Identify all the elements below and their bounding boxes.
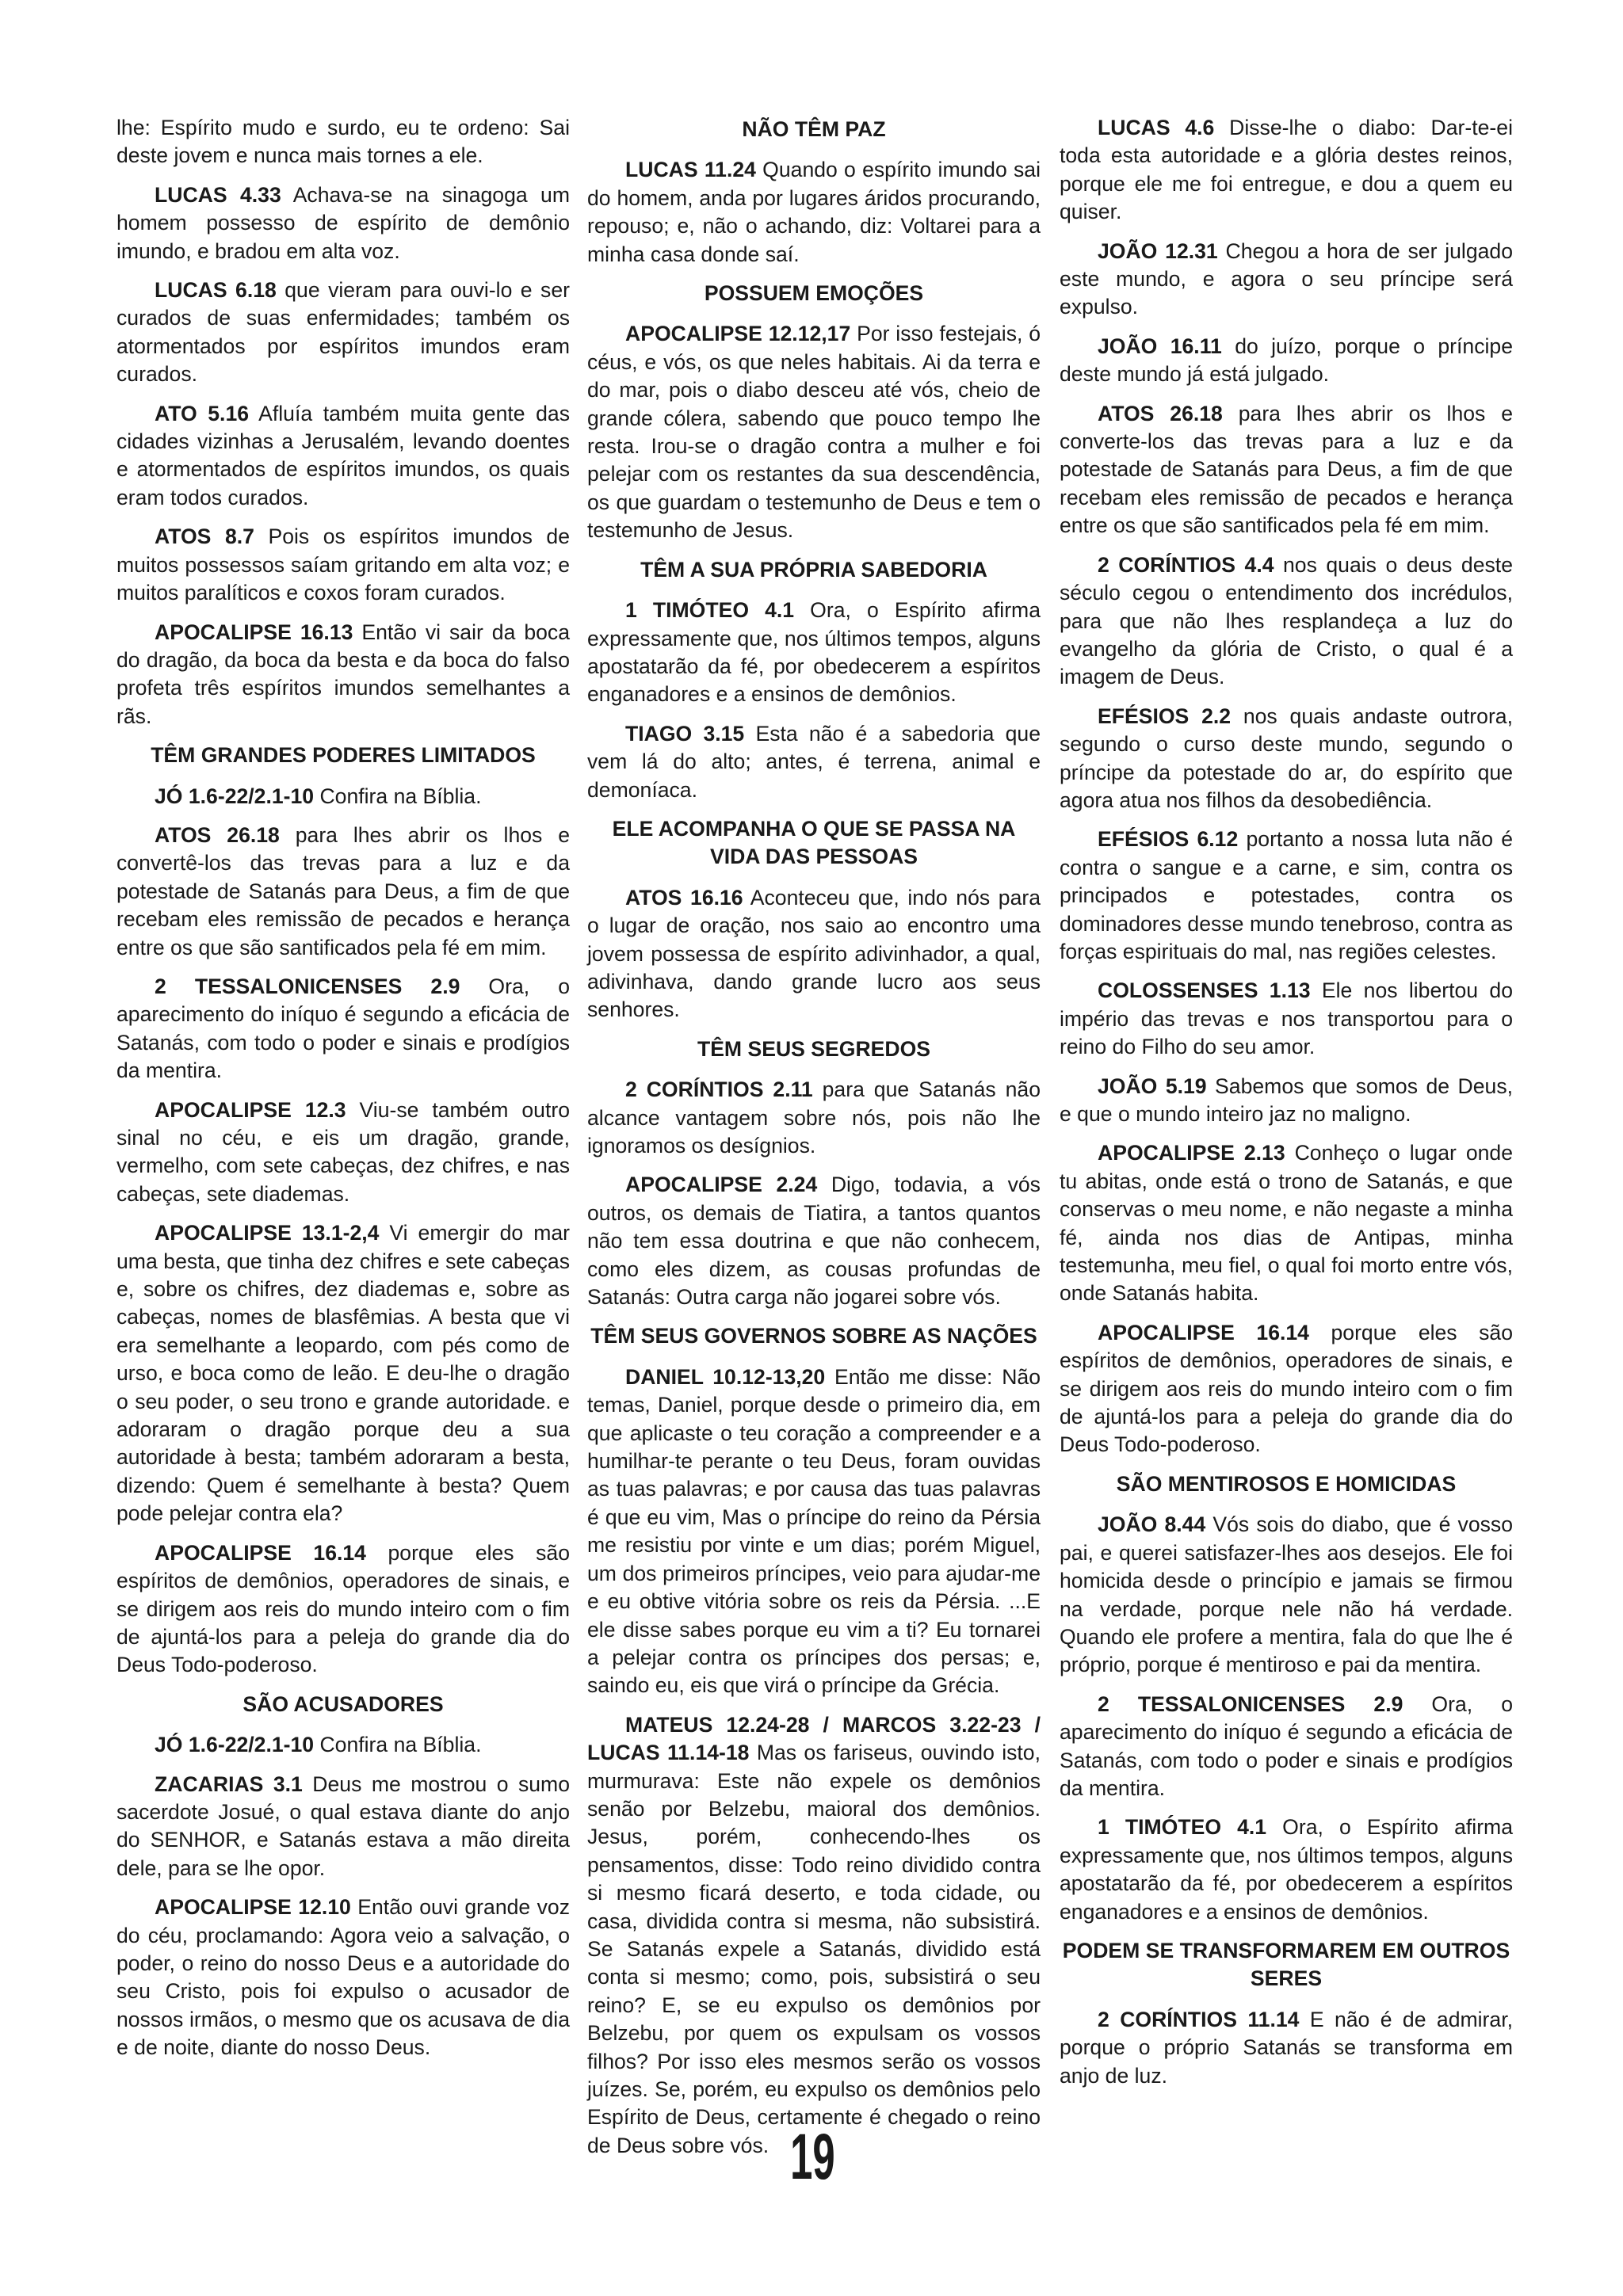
verse-paragraph [587,156,1041,269]
verse-reference: APOCALIPSE 13.1-2,4 [155,1221,380,1245]
verse-paragraph [1060,333,1513,389]
verse-paragraph [1060,551,1513,692]
verse-paragraph [587,597,1041,709]
verse-paragraph [587,720,1041,804]
verse-paragraph [1060,703,1513,815]
verse-reference: APOCALIPSE 2.13 [1098,1141,1285,1165]
verse-reference: LUCAS 4.33 [155,182,281,207]
section-heading: TÊM GRANDES PODERES LIMITADOS [151,743,536,768]
verse-text: para que Satanás não alcance vantagem sobre nós, pois não lhe ignoramos os desígnios. [587,1077,1041,1158]
verse-reference: 2 CORÍNTIOS 4.4 [1098,552,1274,577]
verse-paragraph [587,320,1041,544]
verse-text: Ora, o aparecimento do iníquo é segundo a eficácia de Satanás, com todo o poder e sinais e prodígios da mentira. [1060,1691,1513,1800]
column-3 [1060,114,1513,2101]
section-heading: SÃO MENTIROSOS E HOMICIDAS [1116,1471,1457,1496]
verse-paragraph [587,884,1041,1024]
verse-reference: ZACARIAS 3.1 [155,1772,303,1796]
verse-reference: 2 CORÍNTIOS 11.14 [1098,2007,1300,2031]
verse-text: portanto a nossa luta não é contra o sangue e a carne, e sim, contra os principados e potestades, contra os dominadores desse mundo tenebroso, contra as forças espirituais do mal, nas regiões celestes. [1060,827,1513,963]
verse-reference: EFÉSIOS 2.2 [1098,704,1232,728]
verse-paragraph [116,181,570,265]
verse-reference: DANIEL 10.12-13,20 [625,1364,826,1389]
verse-text: Deus me mostrou o sumo sacerdote Josué, o qual estava diante do anjo do SENHOR, e Satanás estava a mão direita dele, para se lhe opor. [116,1772,570,1880]
verse-reference: ATOS 8.7 [155,524,254,549]
verse-reference: APOCALIPSE 16.13 [155,620,353,644]
verse-paragraph [116,1539,570,1680]
verse-paragraph [1060,1139,1513,1307]
verse-text: Então vi sair da boca do dragão, da boca da besta e da boca do falso profeta três espíritos imundos semelhantes a rãs. [116,620,571,728]
verse-text: Por isso festejais, ó céus, e vós, os que neles habitais. Ai da terra e do mar, pois o diabo desceu até vós, cheio de grande cólera, sabendo que pouco tempo lhe resta. Irou-se o dragão contra a mulher e foi pelejar com os restantes da sua descendência, os que guardam o testemunho de Deus e tem o testemunho de Jesus. [587,322,1041,543]
verse-text: Digo, todavia, a vós outros, os demais de Tiatira, a tantos quantos não tem essa doutrina e que não conhecem, como eles dizem, as cousas profundas de Satanás: Outra carga não jogarei sobre vós. [587,1173,1041,1310]
verse-text: Viu-se também outro sinal no céu, e eis um dragão, grande, vermelho, com sete cabeças, dez chifres, e nas cabeças, sete diademas. [116,1097,570,1206]
verse-text: Ora, o Espírito afirma expressamente que, nos últimos tempos, alguns apostatarão da fé, por obedecerem a espíritos enganadores e a ensinos de demônios. [587,598,1041,707]
verse-reference: APOCALIPSE 12.12,17 [625,322,851,346]
verse-paragraph [1060,2006,1513,2090]
verse-reference: 2 TESSALONICENSES 2.9 [155,974,460,998]
verse-text: do juízo, porque o príncipe deste mundo já está julgado. [1060,334,1514,387]
verse-text: Vi emergir do mar uma besta, que tinha dez chifres e sete cabeças e, sobre os chifres, dez diademas e, sobre as cabeças, nomes de blasfêmias. A besta que vi era semelhante a leopardo, com pés como de urso, e boca como de leão. E deu-lhe o dragão o seu poder, o seu trono e grande autoridade. e adoraram o dragão porque deu a sua autoridade à besta; também adoraram a besta, dizendo: Quem é semelhante à besta? Quem pode pelejar contra ela? [116,1221,570,1526]
verse-text: Esta não é a sabedoria que vem lá do alto; antes, é terrena, animal e demoníaca. [587,721,1041,802]
verse-text: Então ouvi grande voz do céu, proclamando: Agora veio a salvação, o poder, o reino do nosso Deus e a autoridade do seu Cristo, pois foi expulso o acusador de nossos irmãos, o mesmo que os acusava de dia e de noite, diante do nosso Deus. [116,1895,570,2060]
verse-text: porque eles são espíritos de demônios, operadores de sinais, e se dirigem aos reis do mundo inteiro com o fim de ajuntá-los para a peleja do grande dia do Deus Todo-poderoso. [1060,1320,1514,1457]
verse-paragraph [116,783,570,810]
verse-text: Ora, o aparecimento do iníquo é segundo a eficácia de Satanás, com todo o poder e sinais e prodígios da mentira. [116,974,570,1083]
verse-reference: ATO 5.16 [155,401,250,425]
verse-reference: EFÉSIOS 6.12 [1098,827,1239,852]
section-heading: ELE ACOMPANHA O QUE SE PASSA NA VIDA DAS PESSOAS [612,816,1016,869]
verse-paragraph [587,1171,1041,1311]
verse-reference: COLOSSENSES 1.13 [1098,978,1311,1003]
page-number: 19 [790,2121,835,2193]
verse-text: Pois os espíritos imundos de muitos possessos saíam gritando em alta voz; e muitos paralíticos e coxos foram curados. [116,524,570,605]
section-heading: SÃO ACUSADORES [242,1691,444,1716]
verse-reference: 2 TESSALONICENSES 2.9 [1098,1691,1403,1716]
verse-reference: JOÃO 16.11 [1098,334,1222,358]
section-heading: TÊM SEUS GOVERNOS SOBRE AS NAÇÕES [590,1324,1037,1348]
verse-paragraph [116,1097,570,1209]
verse-reference: JÓ 1.6-22/2.1-10 [155,784,315,808]
verse-paragraph [1060,826,1513,966]
verse-paragraph [587,1076,1041,1160]
verse-text: Disse-lhe o diabo: Dar-te-ei toda esta autoridade e a glória destes reinos, porque ele me foi entregue, e dou a quem eu quiser. [1060,116,1513,224]
verse-reference: JOÃO 5.19 [1098,1074,1207,1098]
verse-text: Confira na Bíblia. [314,1733,482,1757]
verse-text: Ora, o Espírito afirma expressamente que, nos últimos tempos, alguns apostatarão da fé, por obedecerem a espíritos enganadores e a ensinos de demônios. [1060,1815,1513,1924]
verse-reference: JOÃO 12.31 [1098,238,1218,263]
verse-paragraph [116,1731,570,1759]
verse-reference: 1 TIMÓTEO 4.1 [625,598,795,623]
verse-reference: APOCALIPSE 2.24 [625,1173,818,1197]
verse-paragraph [1060,1319,1513,1459]
verse-reference: APOCALIPSE 16.14 [155,1540,366,1565]
verse-paragraph [1060,1511,1513,1679]
verse-paragraph [116,523,570,607]
verse-reference: APOCALIPSE 16.14 [1098,1320,1309,1344]
verse-paragraph [1060,114,1513,227]
verse-text: Quando o espírito imundo sai do homem, anda por lugares áridos procurando, repouso; e, não o achando, diz: Voltarei para a minha casa donde saí. [587,158,1041,266]
verse-text: nos quais o deus deste século cegou o entendimento dos incrédulos, para que não lhes resplandeça a luz do evangelho da glória de Cristo, o qual é a imagem de Deus. [1060,552,1513,689]
verse-reference: 2 CORÍNTIOS 2.11 [625,1077,813,1102]
verse-paragraph [116,1894,570,2061]
verse-text: Ele nos libertou do império das trevas e nos transportou para o reino do Filho do seu amor. [1060,978,1513,1059]
verse-paragraph [1060,977,1513,1061]
section-heading: POSSUEM EMOÇÕES [704,281,924,306]
verse-reference: LUCAS 11.24 [625,158,756,182]
verse-paragraph [1060,238,1513,322]
verse-text: Vós sois do diabo, que é vosso pai, e querei satisfazer-lhes aos desejos. Ele foi homicida desde o princípio e jamais se firmou na verdade, porque nele não há verdade. Quando ele profere a mentira, fala do que lhe é próprio, porque é mentiroso e pai da mentira. [1060,1512,1513,1677]
verse-paragraph [116,973,570,1085]
verse-text: nos quais andaste outrora, segundo o curso deste mundo, segundo o príncipe da potestade do ar, do espírito que agora atua nos filhos da desobediência. [1060,704,1513,812]
verse-reference: LUCAS 6.18 [155,278,277,303]
verse-text: Aconteceu que, indo nós para o lugar de oração, nos saio ao encontro uma jovem possessa de espírito adivinhador, a qual, adivinhava, dando grande lucro aos seus senhores. [587,885,1041,1022]
verse-text: Conheço o lugar onde tu abitas, onde está o trono de Satanás, e que conservas o meu nome, e não negaste a minha fé, ainda nos dias de Antipas, minha testemunha, meu fiel, o qual foi morto entre vós, onde Satanás habita. [1060,1141,1513,1306]
verse-text: Então me disse: Não temas, Daniel, porque desde o primeiro dia, em que aplicaste o teu coração a compreender e a humilhar-te perante o teu Deus, foram ouvidas as tuas palavras; e por causa das tuas palavras é que eu vim, Mas o príncipe do reino da Pérsia me resistiu por vinte e um dias; porém Miguel, um dos primeiros príncipes, veio para ajudar-me e eu obtive vitória sobre os reis da Pérsia. ...E ele disse sabes porque eu vim a ti? Eu tornarei a pelejar contra os príncipes dos persas; e, saindo eu, eis que virá o príncipe da Grécia. [587,1364,1041,1698]
verse-text: que vieram para ouvi-lo e ser curados de suas enfermidades; também os atormentados por espíritos imundos eram curados. [116,278,570,387]
verse-reference: 1 TIMÓTEO 4.1 [1098,1815,1267,1840]
verse-paragraph [587,1363,1041,1700]
section-heading: PODEM SE TRANSFORMAREM EM OUTROS SERES [1062,1938,1510,1991]
verse-text: porque eles são espíritos de demônios, operadores de sinais, e se dirigem aos reis do mundo inteiro com o fim de ajuntá-los para a peleja do grande dia do Deus Todo-poderoso. [116,1540,571,1677]
verse-paragraph [587,1711,1041,2161]
verse-paragraph [116,822,570,962]
verse-reference: APOCALIPSE 12.3 [155,1097,346,1122]
verse-reference: JOÃO 8.44 [1098,1512,1206,1537]
section-heading: TÊM SEUS SEGREDOS [697,1036,931,1061]
verse-text: lhe: Espírito mudo e surdo, eu te ordeno: Sai deste jovem e nunca mais tornes a ele. [116,116,570,168]
verse-reference: TIAGO 3.15 [625,721,745,746]
verse-paragraph [1060,1073,1513,1129]
verse-reference: APOCALIPSE 12.10 [155,1895,351,1920]
verse-text: Confira na Bíblia. [314,784,482,808]
verse-paragraph [116,400,570,513]
verse-text: para lhes abrir os lhos e converte-los das trevas para a luz e da potestade de Satanás para Deus, a fim de que recebam eles remissão de pecados e herança entre os que são santificados pela fé em mim. [1060,401,1513,538]
verse-paragraph [116,1771,570,1883]
verse-reference: JÓ 1.6-22/2.1-10 [155,1733,315,1757]
verse-reference: LUCAS 4.6 [1098,116,1215,139]
column-2 [587,114,1041,2171]
verse-paragraph [116,277,570,389]
verse-paragraph [1060,1691,1513,1803]
verse-text: Achava-se na sinagoga um homem possesso de espírito de demônio imundo, e bradou em alta voz. [116,182,571,263]
column-1 [116,114,570,2073]
verse-text: para lhes abrir os lhos e convertê-los das trevas para a luz e da potestade de Satanás para Deus, a fim de que recebam eles remissão de pecados e herança entre os que são santificados pela fé em mim. [116,822,570,959]
verse-text: E não é de admirar, porque o próprio Satanás se transforma em anjo de luz. [1060,2007,1513,2088]
section-heading: TÊM A SUA PRÓPRIA SABEDORIA [640,557,987,582]
section-heading: NÃO TÊM PAZ [742,117,886,141]
verse-reference: ATOS 26.18 [1098,401,1223,425]
verse-reference: ATOS 26.18 [155,822,280,847]
verse-reference: MATEUS 12.24-28 / MARCOS 3.22-23 / LUCAS 11.14-18 [587,1712,1041,1765]
verse-paragraph [116,114,570,170]
verse-text: Afluía também muita gente das cidades vizinhas a Jerusalém, levando doentes e atormentados de espíritos imundos, os quais eram todos curados. [116,401,570,509]
verse-paragraph [1060,400,1513,540]
verse-text: Chegou a hora de ser julgado este mundo, e agora o seu príncipe será expulso. [1060,238,1513,319]
verse-text: Mas os fariseus, ouvindo isto, murmurava: Este não expele os demônios senão por Belzebu, maioral dos demônios. Jesus, porém, conhecendo-lhes os pensamentos, disse: Todo reino dividido contra si mesmo ficará deserto, e toda cidade, ou casa, dividida contra si mesma, não subsistirá. Se Satanás expele a Satanás, dividido está conta si mesmo; como, pois, subsistirá o seu reino? E, se eu expulso os demônios por Belzebu, por quem os expulsam os vossos filhos? Por isso eles mesmos serão os vossos juízes. Se, porém, eu expulso os demônios pelo Espírito de Deus, certamente é chegado o reino de Deus sobre vós. [587,1741,1041,2157]
verse-paragraph [1060,1814,1513,1926]
verse-paragraph [116,619,570,731]
verse-paragraph [116,1219,570,1527]
verse-text: Sabemos que somos de Deus, e que o mundo inteiro jaz no maligno. [1060,1074,1513,1126]
verse-reference: ATOS 16.16 [625,885,743,910]
